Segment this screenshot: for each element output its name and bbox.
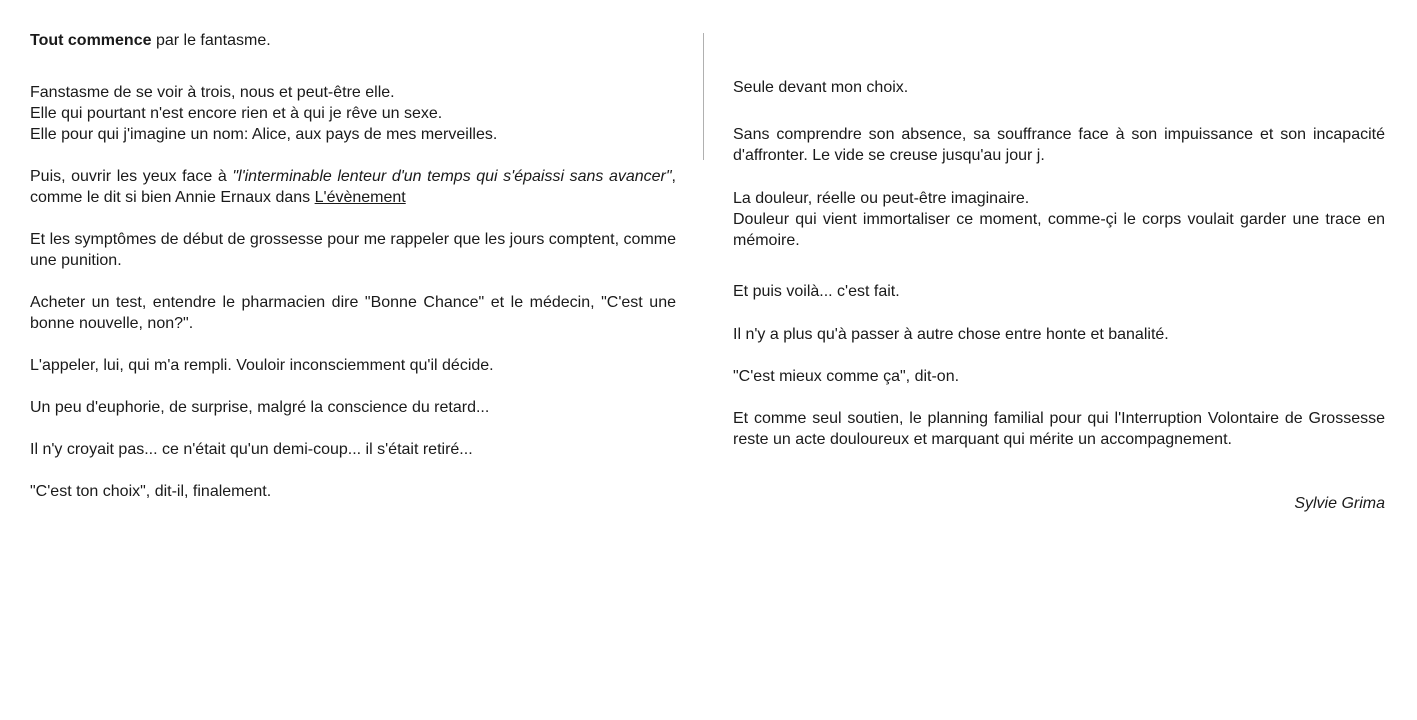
column-divider-line: [703, 33, 704, 160]
paragraph-douleur: [733, 188, 1385, 251]
citation-before: Puis, ouvrir les yeux face à: [30, 168, 233, 185]
citation-quote: "l'interminable lenteur d'un temps qui s'épaissi sans avancer": [232, 168, 672, 185]
paragraph-fantasme: [30, 82, 676, 145]
paragraph-line: Douleur qui vient immortaliser ce moment, comme-çi le corps voulait garder une trace en mémoire.: [733, 211, 1385, 249]
left-text-column: [30, 30, 676, 502]
paragraph: L'appeler, lui, qui m'a rempli. Vouloir inconsciemment qu'il décide.: [30, 357, 494, 374]
lead-bold-text: Tout commence: [30, 32, 152, 49]
paragraph-line: Elle qui pourtant n'est encore rien et à qui je rêve un sexe.: [30, 105, 443, 122]
paragraph: "C'est mieux comme ça", dit-on.: [733, 368, 960, 385]
right-text-column: [733, 77, 1385, 514]
paragraph-opening: [30, 30, 676, 51]
paragraph: Et puis voilà... c'est fait.: [733, 283, 900, 300]
lead-rest-text: par le fantasme.: [151, 32, 271, 49]
paragraph: Il n'y croyait pas... ce n'était qu'un demi-coup... il s'était retiré...: [30, 441, 473, 458]
paragraph: Un peu d'euphorie, de surprise, malgré la conscience du retard...: [30, 399, 490, 416]
paragraph: "C'est ton choix", dit-il, finalement.: [30, 483, 272, 500]
paragraph-line: Elle pour qui j'imagine un nom: Alice, aux pays de mes merveilles.: [30, 126, 498, 143]
paragraph-citation: [30, 166, 676, 208]
paragraph: Seule devant mon choix.: [733, 79, 909, 96]
paragraph: Il n'y a plus qu'à passer à autre chose entre honte et banalité.: [733, 326, 1169, 343]
paragraph: Et comme seul soutien, le planning familial pour qui l'Interruption Volontaire de Grossesse reste un acte douloureux et marquant qui mérite un accompagnement.: [733, 410, 1385, 448]
paragraph-line: Fanstasme de se voir à trois, nous et peut-être elle.: [30, 84, 395, 101]
paragraph: Sans comprendre son absence, sa souffrance face à son impuissance et son incapacité d'affronter. Le vide se creuse jusqu'au jour j.: [733, 126, 1385, 164]
citation-after: , comme le dit si bien Annie Ernaux dans: [30, 168, 676, 206]
author-signature: Sylvie Grima: [1294, 495, 1385, 512]
paragraph: Acheter un test, entendre le pharmacien dire "Bonne Chance" et le médecin, "C'est une bonne nouvelle, non?".: [30, 294, 676, 332]
book-title: L'évènement: [314, 189, 406, 206]
paragraph: Et les symptômes de début de grossesse pour me rappeler que les jours comptent, comme une punition.: [30, 231, 676, 269]
paragraph-line: La douleur, réelle ou peut-être imaginaire.: [733, 190, 1030, 207]
